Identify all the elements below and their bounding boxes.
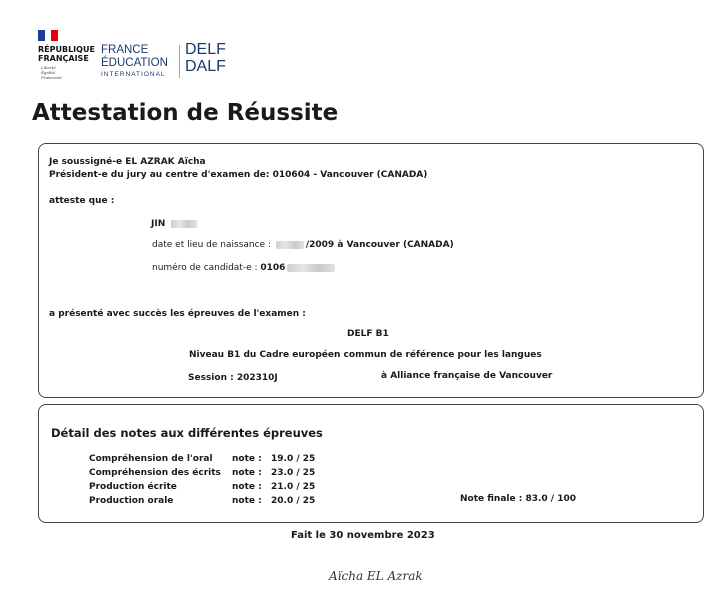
presented-text: a présenté avec succès les épreuves de l'examen :: [49, 309, 306, 319]
exam-level: Niveau B1 du Cadre européen commun de référence pour les langues: [189, 350, 542, 360]
marianne-flag-icon: [38, 30, 58, 41]
grade-label: Compréhension des écrits: [89, 468, 221, 478]
grade-note-label: note :: [232, 454, 262, 464]
page-title: Attestation de Réussite: [32, 100, 339, 126]
grade-score: 20.0 / 25: [271, 496, 316, 506]
grade-score: 23.0 / 25: [271, 468, 316, 478]
france-education-logo-line1: FRANCE: [101, 44, 149, 56]
grades-title: Détail des notes aux différentes épreuves: [51, 426, 323, 440]
final-grade: Note finale : 83.0 / 100: [460, 494, 577, 504]
jury-center: Président-e du jury au centre d'examen de: 010604 - Vancouver (CANADA): [49, 170, 428, 180]
birth-row: [152, 240, 454, 251]
republique-francaise-logo: RÉPUBLIQUE FRANÇAISE: [38, 45, 95, 63]
grade-note-label: note :: [232, 482, 262, 492]
republic-motto: Liberté Égalité Fraternité: [41, 65, 62, 80]
logo-divider: [179, 45, 180, 78]
issue-date: Fait le 30 novembre 2023: [291, 530, 435, 541]
delf-logo: DELF: [185, 41, 226, 58]
president-name: Je soussigné-e EL AZRAK Aïcha: [49, 157, 206, 167]
redacted-blur: [171, 220, 197, 228]
grade-label: Production orale: [89, 496, 174, 506]
grade-label: Compréhension de l'oral: [89, 454, 213, 464]
grade-score: 21.0 / 25: [271, 482, 316, 492]
session-code: Session : 202310J: [188, 373, 278, 383]
candidate-name: JIN: [151, 219, 166, 229]
birth-label: date et lieu de naissance :: [152, 240, 274, 250]
exam-name: DELF B1: [347, 329, 389, 339]
atteste-label: atteste que :: [49, 196, 115, 206]
candidate-number-row: [152, 263, 335, 274]
candidate-name-row: [151, 219, 197, 230]
france-education-logo-line3: INTERNATIONAL: [101, 71, 166, 78]
redacted-blur: [287, 264, 335, 272]
candidate-number-label: numéro de candidat-e :: [152, 263, 261, 273]
dalf-logo: DALF: [185, 58, 226, 75]
exam-institution: à Alliance française de Vancouver: [381, 371, 553, 381]
candidate-number: 0106: [260, 263, 286, 273]
grade-note-label: note :: [232, 468, 262, 478]
grade-note-label: note :: [232, 496, 262, 506]
grade-score: 19.0 / 25: [271, 454, 316, 464]
redacted-blur: [276, 241, 304, 249]
grade-label: Production écrite: [89, 482, 177, 492]
france-education-logo-line2: ÉDUCATION: [101, 57, 168, 69]
birth-value: /2009 à Vancouver (CANADA): [305, 240, 454, 250]
signature: Aïcha EL Azrak: [329, 569, 423, 583]
